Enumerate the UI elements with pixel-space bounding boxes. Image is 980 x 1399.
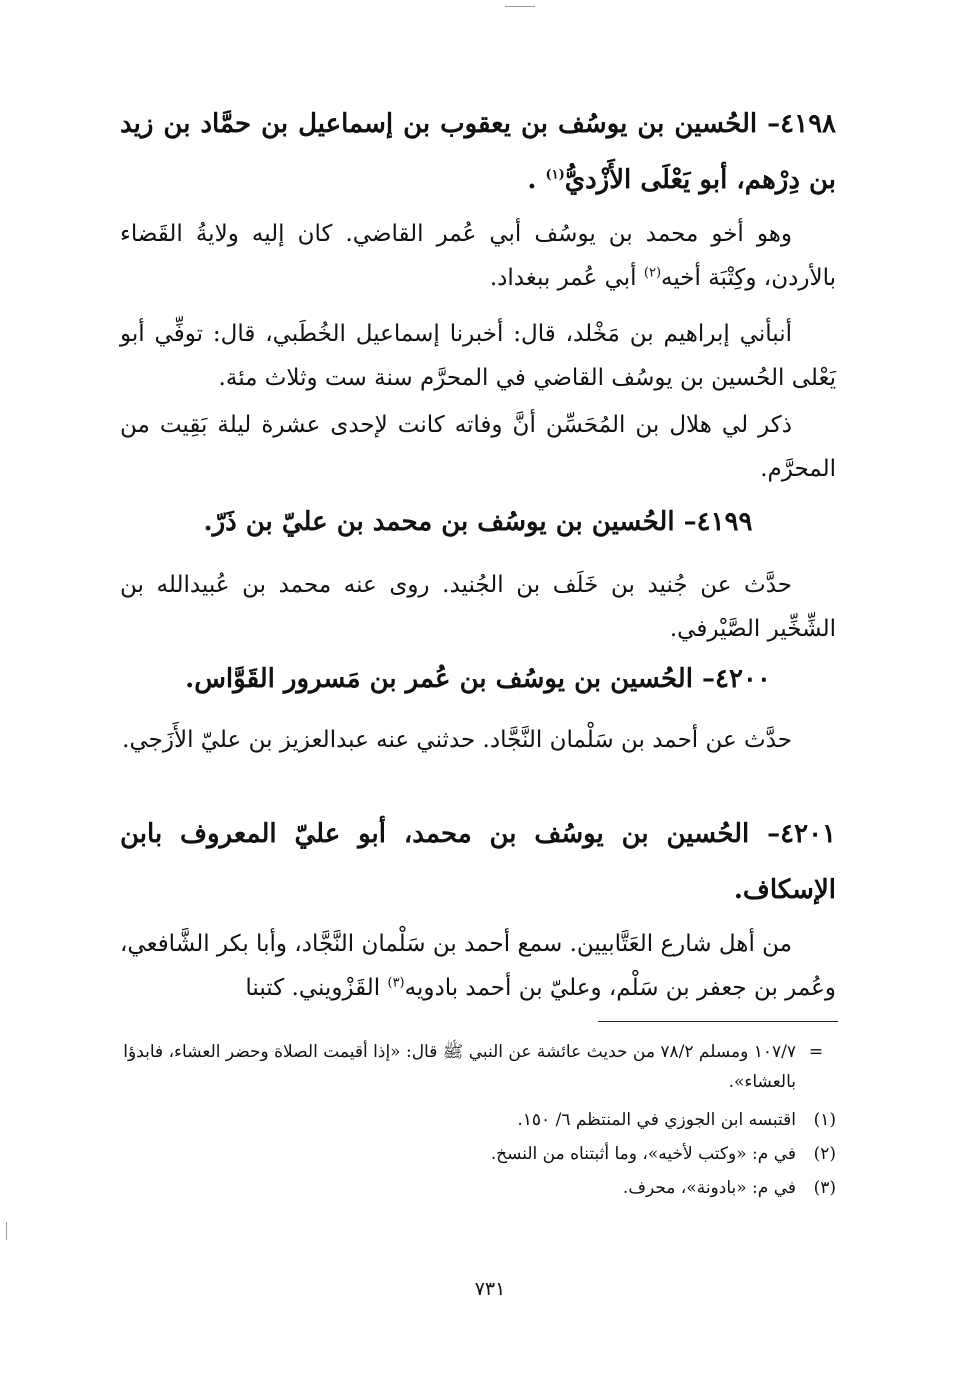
paragraph-text: من أهل شارع العَتَّابيين. سمع أحمد بن سَلْمان النَّجَّاد، وأبا بكر الشَّافعي، وعُمر بن جعفر بن سَلْم، وعليّ بن أحمد بادويه	[120, 931, 836, 1001]
paragraph-text: أنبأني إبراهيم بن مَخْلد، قال: أخبرنا إسماعيل الخُطَبي، قال: توفِّي أبو يَعْلى الحُسين بن يوسُف القاضي في المحرَّم سنة ست وثلاث مئة.	[120, 321, 836, 391]
entry-4199-heading-text: ٤١٩٩– الحُسين بن يوسُف بن محمد بن عليّ بن ذَرّ.	[203, 507, 753, 537]
footnote-text: في م: «بادونة»، محرف.	[622, 1178, 796, 1198]
entry-4200-heading	[120, 651, 836, 707]
footnote-item	[120, 1139, 836, 1169]
footnote-number: (١)	[813, 1110, 836, 1130]
scan-mark-left	[6, 1222, 7, 1240]
footnote-item	[120, 1173, 836, 1203]
footnote-continuation	[120, 1037, 836, 1097]
footnote-separator	[598, 1021, 838, 1022]
footnote-item	[120, 1105, 836, 1135]
footnote-text: في م: «وكتب لأخيه»، وما أثبتناه من النسخ.	[490, 1144, 796, 1164]
scan-mark-top	[505, 6, 535, 7]
footnote-ref-2: (٢)	[643, 265, 662, 281]
footnotes	[120, 1037, 836, 1203]
continuation-mark: =	[808, 1042, 824, 1062]
footnote-ref-1: (١)	[545, 167, 565, 183]
entry-4200-paragraph	[120, 718, 836, 762]
entry-4199-heading	[120, 494, 836, 550]
footnote-number: (٢)	[813, 1144, 836, 1164]
entry-4200-heading-text: ٤٢٠٠– الحُسين بن يوسُف بن عُمر بن مَسرور القَوَّاس.	[185, 664, 771, 694]
paragraph-text: القَزْويني. كتبنا	[245, 975, 388, 1001]
paragraph-text: حدَّث عن جُنيد بن خَلَف بن الجُنيد. روى عنه محمد بن عُبيدالله بن الشِّخِّير الصَّيْرفي.	[120, 572, 836, 642]
entry-4198-paragraph-3	[120, 403, 836, 491]
footnote-text: اقتبسه ابن الجوزي في المنتظم ٦/ ١٥٠.	[517, 1110, 796, 1130]
entry-4199-paragraph	[120, 563, 836, 651]
paragraph-text: أبي عُمر ببغداد.	[489, 265, 644, 291]
footnote-number: (٣)	[813, 1178, 836, 1198]
entry-4198-heading	[120, 96, 836, 208]
footnote-ref-3: (٣)	[387, 975, 405, 991]
paragraph-text: ذكر لي هلال بن المُحَسِّن أنَّ وفاته كانت لإحدى عشرة ليلة بَقِيت من المحرَّم.	[120, 412, 836, 482]
paragraph-text: حدَّث عن أحمد بن سَلْمان النَّجَّاد. حدثني عنه عبدالعزيز بن عليّ الأَزَجي.	[122, 727, 792, 753]
entry-4198-paragraph-1	[120, 212, 836, 300]
paragraph-text: وهو أخو محمد بن يوسُف أبي عُمر القاضي. كان إليه ولايةُ القَضاء بالأردن، وكِتْبَة أخيه	[120, 221, 836, 291]
entry-4198-heading-end: .	[527, 165, 546, 195]
entry-4198-heading-text: ٤١٩٨– الحُسين بن يوسُف بن يعقوب بن إسماعيل بن حمَّاد بن زيد بن دِرْهم، أبو يَعْلَى الأَزْديُّ	[120, 109, 836, 195]
entry-4201-heading-text: ٤٢٠١– الحُسين بن يوسُف بن محمد، أبو عليّ المعروف بابن الإسكاف.	[120, 819, 836, 905]
entry-4201-heading	[120, 806, 836, 918]
entry-4198-paragraph-2	[120, 312, 836, 400]
entry-4201-paragraph	[120, 922, 836, 1010]
footnote-continuation-text: ١٠٧/٧ ومسلم ٧٨/٢ من حديث عائشة عن النبي ﷺ قال: «إذا أقيمت الصلاة وحضر العشاء، فابدؤا بالعشاء».	[123, 1042, 796, 1092]
page-number: ٧٣١	[474, 1278, 506, 1300]
